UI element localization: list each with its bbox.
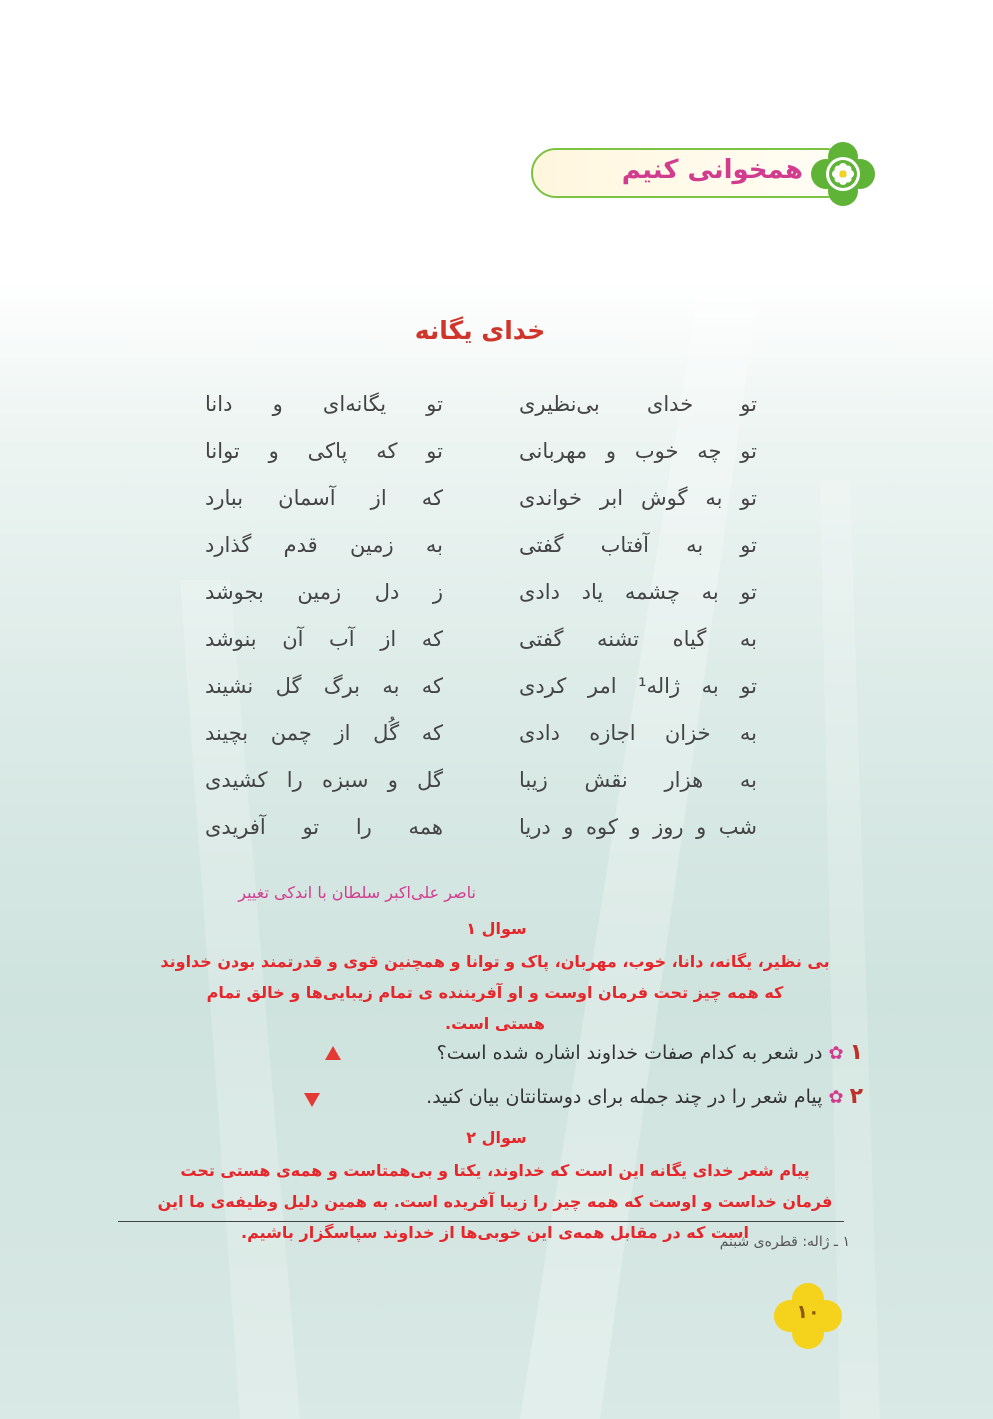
question-1-number: ۱ (849, 1040, 863, 1065)
poem-word: از (380, 627, 397, 651)
poem-word: تو (740, 486, 757, 510)
poem-word: نقش (584, 768, 628, 792)
poem-word: و (630, 815, 641, 839)
poem-word: گل (417, 768, 443, 792)
poem-word: خوب (634, 439, 679, 463)
poem-hemistich-left (205, 721, 443, 761)
poem-hemistich-right (519, 486, 757, 526)
poem-word: بجوشد (205, 580, 264, 604)
poem-word: تو (740, 439, 757, 463)
poem-hemistich-right (519, 674, 757, 714)
poem-word: به (739, 721, 757, 745)
poem-word: گل (275, 674, 302, 698)
poem-word: روز (653, 815, 684, 839)
poem-word: بی‌نظیری (519, 392, 600, 416)
poem-word: ز (432, 580, 443, 604)
poem-word: گیاه (672, 627, 707, 651)
poem-hemistich-left (205, 674, 443, 714)
poem-word: سبزه (321, 768, 369, 792)
poem-word: دانا (205, 392, 233, 416)
poem-word: هزار (664, 768, 704, 792)
poem-word: زیبا (519, 768, 548, 792)
poem-word: اجازه (589, 721, 636, 745)
poem-word: ببارد (205, 486, 244, 510)
question-2-text: پیام شعر را در چند جمله برای دوستانتان بیان کنید. (426, 1086, 823, 1108)
flower-bullet-icon: ✿ (828, 1043, 844, 1064)
poem-word: به (382, 674, 400, 698)
poem-word: و (696, 815, 707, 839)
triangle-up-icon (325, 1046, 341, 1060)
answer-2-line: پیام شعر خدای یگانه این است که خداوند، یکتا و بی‌همتاست و همه‌ی هستی تحت (180, 1161, 810, 1180)
footnote: ۱ ـ ژاله: قطره‌ی شبنم (719, 1234, 850, 1250)
answer-2-line: است که در مقابل همه‌ی این خوبی‌ها از خداوند سپاسگزار باشیم. (241, 1223, 749, 1242)
poem-word: دل (374, 580, 400, 604)
flower-bullet-icon: ✿ (828, 1087, 844, 1108)
answer-1-line: بی نظیر، یگانه، دانا، خوب، مهربان، پاک و توانا و همچنین قوی و قدرتمند بودن خداوند (160, 952, 830, 971)
answer-1-text (150, 946, 840, 1039)
poem-word: تو (740, 580, 757, 604)
poem-word: گفتی (519, 533, 564, 557)
poem-hemistich-right (519, 392, 757, 432)
poem-word: و (387, 768, 398, 792)
poem-word: تو (302, 815, 320, 839)
poem-word: دادی (519, 721, 560, 745)
poem-word: یاد (581, 580, 604, 604)
poem-hemistich-right (519, 533, 757, 573)
poem-author: ناصر علی‌اکبر سلطان با اندکی تغییر (238, 883, 476, 902)
poem-word: بچیند (205, 721, 249, 745)
answer-1-line: که همه چیز تحت فرمان اوست و او آفریننده ی تمام زیبایی‌ها و خالق تمام (206, 983, 784, 1002)
poem-word: آب (329, 627, 355, 651)
poem-word: زمین (297, 580, 342, 604)
poem-hemistich-left (205, 392, 443, 432)
poem-word: که (421, 627, 443, 651)
poem-hemistich-left (205, 486, 443, 526)
poem-word: گذارد (205, 533, 252, 557)
poem-word: تو (426, 439, 443, 463)
poem-word: زمین (349, 533, 394, 557)
poem-word: از (334, 721, 351, 745)
poem-word: چشمه (624, 580, 680, 604)
poem-word: همه (408, 815, 443, 839)
poem-hemistich-right (519, 627, 757, 667)
answer-2-label: سوال ۲ (466, 1128, 527, 1147)
poem-word: مهربانی (519, 439, 588, 463)
poem-word: گفتی (519, 627, 564, 651)
poem-hemistich-left (205, 768, 443, 808)
poem-word: تو (740, 392, 757, 416)
poem-word: به (739, 627, 757, 651)
question-1 (437, 1040, 863, 1065)
poem-word: که (376, 439, 398, 463)
poem-word: به (701, 580, 719, 604)
question-2-number: ۲ (849, 1084, 863, 1109)
poem-word: به (686, 533, 704, 557)
poem-word: کردی (519, 674, 567, 698)
poem-word: گُل (373, 721, 400, 745)
poem-word: تشنه (596, 627, 640, 651)
poem-word: که (421, 486, 443, 510)
poem-word: ابر (599, 486, 624, 510)
poem-word: آن (282, 627, 304, 651)
poem-word: تو (740, 533, 757, 557)
poem-hemistich-left (205, 439, 443, 479)
answer-1-line: هستی است. (445, 1014, 545, 1033)
poem-word: که (421, 721, 443, 745)
poem-word: به (701, 674, 719, 698)
poem-word: تو (426, 392, 443, 416)
poem-hemistich-left (205, 533, 443, 573)
poem-word: تو (740, 674, 757, 698)
poem-hemistich-right (519, 580, 757, 620)
poem-hemistich-right (519, 768, 757, 808)
poem-word: را (286, 768, 303, 792)
poem-word: خواندی (519, 486, 582, 510)
poem-word: گوش (640, 486, 688, 510)
poem-word: قدم (283, 533, 318, 557)
poem-word: چمن (270, 721, 312, 745)
poem-word: و (563, 815, 574, 839)
poem-word: آفتاب (600, 533, 649, 557)
poem-word: پاکی (307, 439, 348, 463)
poem-word: توانا (205, 439, 240, 463)
poem-word: آسمان (278, 486, 336, 510)
poem-hemistich-left (205, 580, 443, 620)
triangle-down-icon (304, 1093, 320, 1107)
poem-word: و (268, 439, 279, 463)
poem-hemistich-right (519, 439, 757, 479)
flower-icon (810, 141, 876, 207)
question-1-text: در شعر به کدام صفات خداوند اشاره شده است؟ (436, 1042, 823, 1064)
poem-hemistich-right (519, 815, 757, 855)
answer-1-label: سوال ۱ (466, 919, 527, 938)
section-header-title: همخوانی کنیم (621, 155, 803, 185)
page-number: ۱۰ (796, 1301, 820, 1323)
poem-word: به (705, 486, 723, 510)
poem-word: کوه (586, 815, 618, 839)
poem-word: شب (718, 815, 757, 839)
poem-word: دریا (519, 815, 551, 839)
poem-word: چه (697, 439, 722, 463)
poem-word: را (355, 815, 372, 839)
poem-word: امر (587, 674, 617, 698)
poem-word: آفریدی (205, 815, 266, 839)
poem-word: به (425, 533, 443, 557)
poem-word: خزان (664, 721, 711, 745)
poem-word: که (421, 674, 443, 698)
poem-word: بنوشد (205, 627, 257, 651)
poem-word: از (370, 486, 387, 510)
poem-word: به (739, 768, 757, 792)
poem-word: یگانه‌ای (322, 392, 387, 416)
poem-hemistich-right (519, 721, 757, 761)
footnote-divider (118, 1221, 844, 1222)
poem-word: و (272, 392, 283, 416)
answer-2-line: فرمان خداست و اوست که همه چیز را زیبا آفریده است. به همین دلیل وظیفه‌ی ما این (157, 1192, 833, 1211)
poem-title: خدای یگانه (414, 316, 546, 345)
poem-word: برگ (323, 674, 361, 698)
poem-word: و (605, 439, 617, 463)
poem-word: ژاله¹ (638, 674, 681, 698)
poem-hemistich-left (205, 815, 443, 855)
question-2 (426, 1084, 863, 1109)
poem-word: کشیدی (205, 768, 268, 792)
poem-word: خدای (646, 392, 694, 416)
poem-hemistich-left (205, 627, 443, 667)
poem-word: دادی (519, 580, 560, 604)
poem-word: نشیند (205, 674, 254, 698)
